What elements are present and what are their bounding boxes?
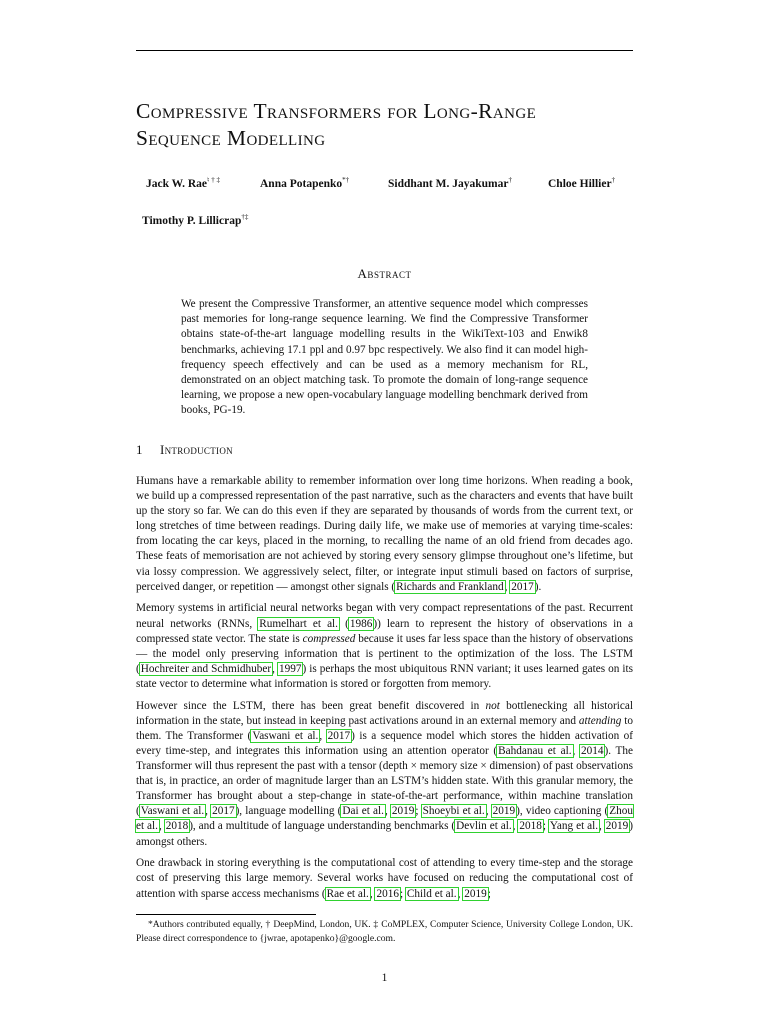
author: Timothy P. Lillicrap†‡: [142, 213, 249, 227]
paragraph: However since the LSTM, there has been great benefit discovered in not bottlenecking all historical information in the state, but instead in keeping past activations around in an external memory and attending to them. The Transformer (Vaswani et al., 2017) is a sequence model which stores the hidden activation of every time-step, and integrates this information using an attention operator (Bahdanau et al., 2014). The Transformer will thus represent the past with a tensor (depth × memory size × dimension) of past observations that is, in practice, an order of magnitude larger than an LSTM’s hidden state. With this granular memory, the Transformer has brought about a step-change in state-of-the-art performance, within machine translation (Vaswani et al., 2017), language modelling (Dai et al., 2019; Shoeybi et al., 2019), video captioning (Zhou et al., 2018), and a multitude of language understanding benchmarks (Devlin et al., 2018; Yang et al., 2019) amongst others.: [136, 699, 634, 848]
citation-link[interactable]: Shoeybi et al.: [422, 805, 485, 818]
abstract-text: We present the Compressive Transformer, an attentive sequence model which compresses past memories for long-range sequence learning. We find the Compressive Transformer obtains state-of-the-art language modelling results in the WikiText-103 and Enwik8 benchmarks, achieving 17.1 ppl and 0.97 bpc respectively. We also find it can model high-frequency speech effectively and can be used as a memory mechanism for RL, demonstrated on an object matching task. To promote the domain of long-range sequence learning, we propose a new open-vocabulary language modelling benchmark derived from books, PG-19.: [181, 298, 588, 417]
citation-link[interactable]: Vaswani et al.: [140, 805, 205, 818]
abstract-heading: Abstract: [357, 266, 412, 281]
citation-link[interactable]: 1997: [278, 662, 302, 675]
paragraph: One drawback in storing everything is the computational cost of attending to every time-step and the storage cost of preserving this large memory. Several works have focused on reducing the computational cost of attention with sparse access mechanisms (Rae et al., 2016; Child et al., 2019;: [136, 857, 633, 900]
citation-link[interactable]: Devlin et al.: [456, 820, 512, 833]
citation-link[interactable]: 2014: [580, 744, 604, 757]
author: Anna Potapenko*†: [260, 176, 350, 190]
citation-link[interactable]: 2017: [212, 805, 235, 818]
citation-link[interactable]: 2018: [519, 820, 542, 833]
page-number: 1: [381, 972, 388, 984]
top-rule: [136, 50, 633, 51]
footnote: *Authors contributed equally, † DeepMind, London, UK. ‡ CoMPLEX, Computer Science, University College London, UK. Please direct correspondence to {jwrae, apotapenko}@google.com.: [136, 919, 633, 944]
author: Chloe Hillier†: [548, 176, 616, 190]
author: Siddhant M. Jayakumar†: [388, 176, 512, 190]
citation-link[interactable]: 2019: [391, 805, 415, 818]
citation-link[interactable]: Yang et al.: [549, 820, 599, 833]
citation-link[interactable]: Dai et al.: [342, 805, 384, 818]
citation-link[interactable]: 2019: [492, 805, 516, 818]
citation-link[interactable]: Bahdanau et al.: [498, 744, 572, 757]
citation-link[interactable]: Child et al.: [406, 887, 457, 900]
body-text: [136, 474, 633, 908]
citation-link[interactable]: Richards and Frankland: [396, 580, 504, 593]
citation-link[interactable]: Rumelhart et al.: [259, 617, 338, 630]
title-line-1: Compressive Transformers for Long-Range: [136, 99, 537, 123]
citation-link[interactable]: 2017: [327, 729, 351, 742]
author: Jack W. Rae♮ † ‡: [146, 176, 221, 190]
title-line-2: Sequence Modelling: [136, 126, 326, 150]
citation-link[interactable]: Hochreiter and Schmidhuber: [140, 662, 272, 675]
citation-link[interactable]: 2019: [605, 820, 629, 833]
footnote-rule: [136, 914, 316, 915]
citation-link[interactable]: 2016: [376, 887, 399, 900]
paper-title: [136, 98, 633, 152]
section-title: Introduction: [160, 442, 233, 457]
citation-link[interactable]: 2018: [165, 820, 189, 833]
section-number: 1: [136, 442, 143, 457]
citation-link[interactable]: Rae et al.: [326, 887, 369, 900]
citation-link[interactable]: Zhou et al.: [136, 805, 634, 833]
citation-link[interactable]: Vaswani et al.: [252, 729, 319, 742]
citation-link[interactable]: 1986: [349, 617, 373, 630]
citation-link[interactable]: 2017: [511, 580, 534, 593]
paragraph: Humans have a remarkable ability to remember information over long time horizons. When reading a book, we build up a compressed representation of the past narrative, such as the characters and events that have built up the story so far. We can do this even if they are separated by thousands of words from the current text, or long stretches of time between readings. During daily life, we make use of memories at varying time-scales: from locating the car keys, placed in the morning, to recalling the name of an old friend from decades ago. These feats of memorisation are not achieved by storing every sensory glimpse throughout one’s lifetime, but via lossy compression. We aggressively select, filter, or integrate input stimuli based on factors of surprise, perceived danger, or repetition — amongst other signals (Richards and Frankland, 2017).: [136, 475, 634, 593]
paragraph: Memory systems in artificial neural networks began with very compact representations of the past. Recurrent neural networks (RNNs, Rumelhart et al. (1986)) learn to represent the history of observations in a compressed state vector. The state is compressed because it uses far less space than the history of observations — the model only preserving information that is pertinent to the optimization of the loss. The LSTM (Hochreiter and Schmidhuber, 1997) is perhaps the most ubiquitous RNN variant; it uses learned gates on its state vector to determine what information is stored or forgotten from memory.: [136, 602, 634, 690]
section-heading: [136, 442, 633, 458]
citation-link[interactable]: 2019: [464, 887, 487, 900]
